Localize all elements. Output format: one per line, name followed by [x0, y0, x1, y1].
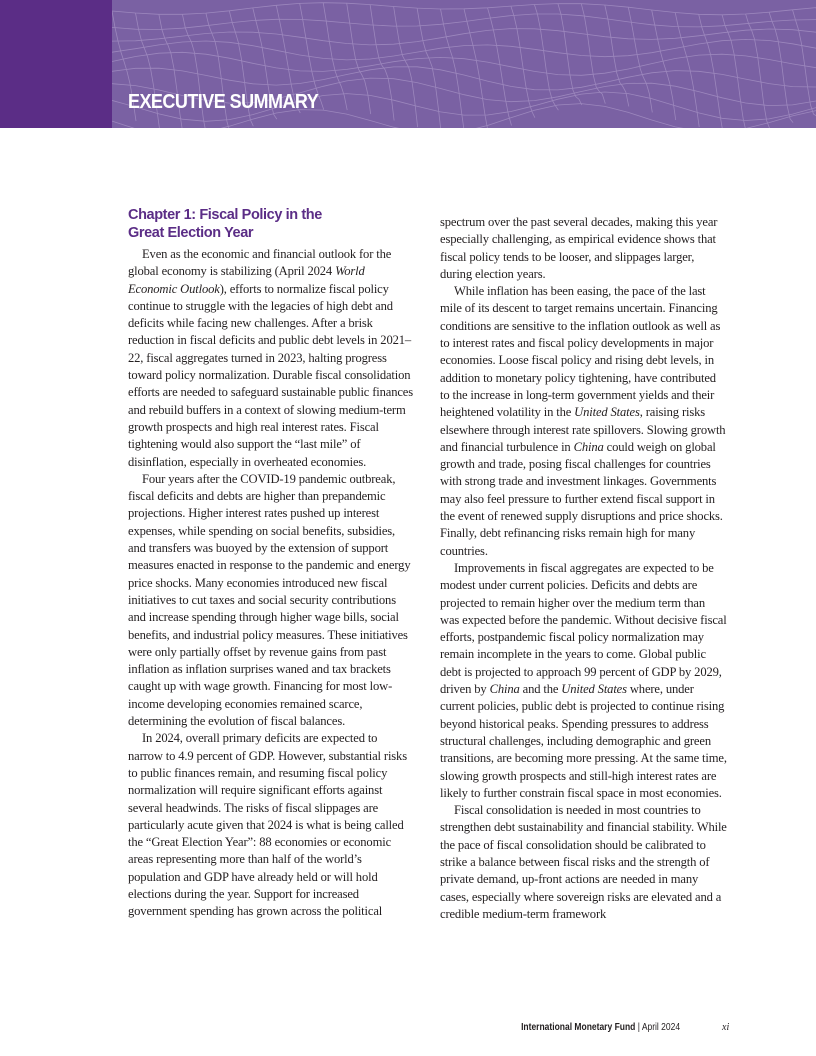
- paragraph-fiscal-aggregates: Improvements in fiscal aggregates are expected to be modest under current policies. Deficits and debts are projected to remain higher over the medium term than was expected before the pandemic. Without decisive fiscal efforts, postpandemic fiscal policy normalization may remain incomplete in the years to come. Global public debt is projected to approach 99 percent of GDP by 2029, driven by China and the United States where, under current policies, public debt is projected to continue rising beyond historical peaks. Spending pressures to address structural challenges, including demographic and green transitions, are becoming more pressing. At the same time, slowing growth prospects and still-high interest rates are likely to further constrain fiscal space in most economies.: [440, 560, 727, 800]
- chapter-heading-line-1: Chapter 1: Fiscal Policy in the: [128, 207, 322, 223]
- page-number: xi: [722, 1022, 730, 1033]
- paragraph-outlook: Even as the economic and financial outlook for the global economy is stabilizing (April 2024 World Economic Outlook), efforts to normalize fiscal policy continue to struggle with the legacies of high debt and deficits while facing new challenges. After a brisk reduction in fiscal deficits and public debt levels in 2021–22, fiscal aggregates turned in 2023, halting progress toward policy normalization. Durable fiscal consolidation efforts are needed to safeguard sustainable public finances and rebuild buffers in a context of slowing medium-term growth prospects and high real interest rates. Fiscal tightening would also support the “last mile” of disinflation, especially in overheated economies.: [128, 247, 414, 469]
- page-footer: [0, 1022, 816, 1036]
- paragraph-inflation: While inflation has been easing, the pace of the last mile of its descent to target remains uncertain. Financing conditions are sensitive to the inflation outlook as well as to interest rates and fiscal policy developments in major economies. Loose fiscal policy and rising debt levels, in addition to monetary policy tightening, have contributed to the increase in long-term government yields and their heightened volatility in the United States, raising risks elsewhere through interest rate spillovers. Slowing growth and financial turbulence in China could weigh on global growth and trade, posing fiscal challenges for countries with strong trade and investment linkages. Governments may also feel pressure to further extend fiscal support in the event of renewed supply disruptions and price shocks. Finally, debt refinancing risks remain high for many countries.: [440, 284, 726, 558]
- section-title: EXECUTIVE SUMMARY: [128, 91, 319, 113]
- right-column: [440, 214, 727, 923]
- chapter-heading-line-2: Great Election Year: [128, 225, 254, 241]
- footer-organization: International Monetary Fund: [520, 1022, 636, 1033]
- footer-date: April 2024: [641, 1022, 680, 1033]
- paragraph-election-year: In 2024, overall primary deficits are expected to narrow to 4.9 percent of GDP. However, substantial risks to public finances remain, and resuming fiscal policy normalization will require significant efforts against several headwinds. The risks of fiscal slippages are particularly acute given that 2024 is what is being called the “Great Election Year”: 88 economies or economic areas representing more than half of the world’s population and GDP have already held or will hold elections during the year. Support for increased government spending has grown across the political: [128, 731, 407, 919]
- left-column: [128, 206, 415, 921]
- paragraph-consolidation: Fiscal consolidation is needed in most countries to strengthen debt sustainability and financial stability. While the pace of fiscal consolidation should be calibrated to strike a balance between fiscal risks and the strength of private demand, up-front actions are needed in many cases, especially where sovereign risks are elevated and a credible medium-term framework: [440, 803, 727, 921]
- banner-accent-block: [0, 0, 112, 128]
- paragraph-pandemic: Four years after the COVID-19 pandemic outbreak, fiscal deficits and debts are higher than prepandemic projections. Higher interest rates pushed up interest expenses, while spending on social benefits, subsidies, and transfers was buoyed by the extension of support measures enacted in response to the pandemic and energy price shocks. Many economies introduced new fiscal initiatives to cut taxes and social security contributions and increase spending through higher wage bills, social benefits, and industrial policy measures. These initiatives were only partially offset by revenue gains from past inflation as inflation surprises waned and tax brackets caught up with wage growth. Financing for most low-income developing economies remained scarce, determining the evolution of fiscal balances.: [128, 471, 411, 729]
- chapter-heading: [128, 206, 415, 242]
- header-banner: [0, 0, 816, 128]
- footer-publication: [521, 1022, 680, 1033]
- footer-separator: |: [635, 1022, 642, 1033]
- paragraph-continued: spectrum over the past several decades, making this year especially challenging, as empirical evidence shows that fiscal policy tends to be looser, and slippages larger, during election years.: [440, 215, 718, 281]
